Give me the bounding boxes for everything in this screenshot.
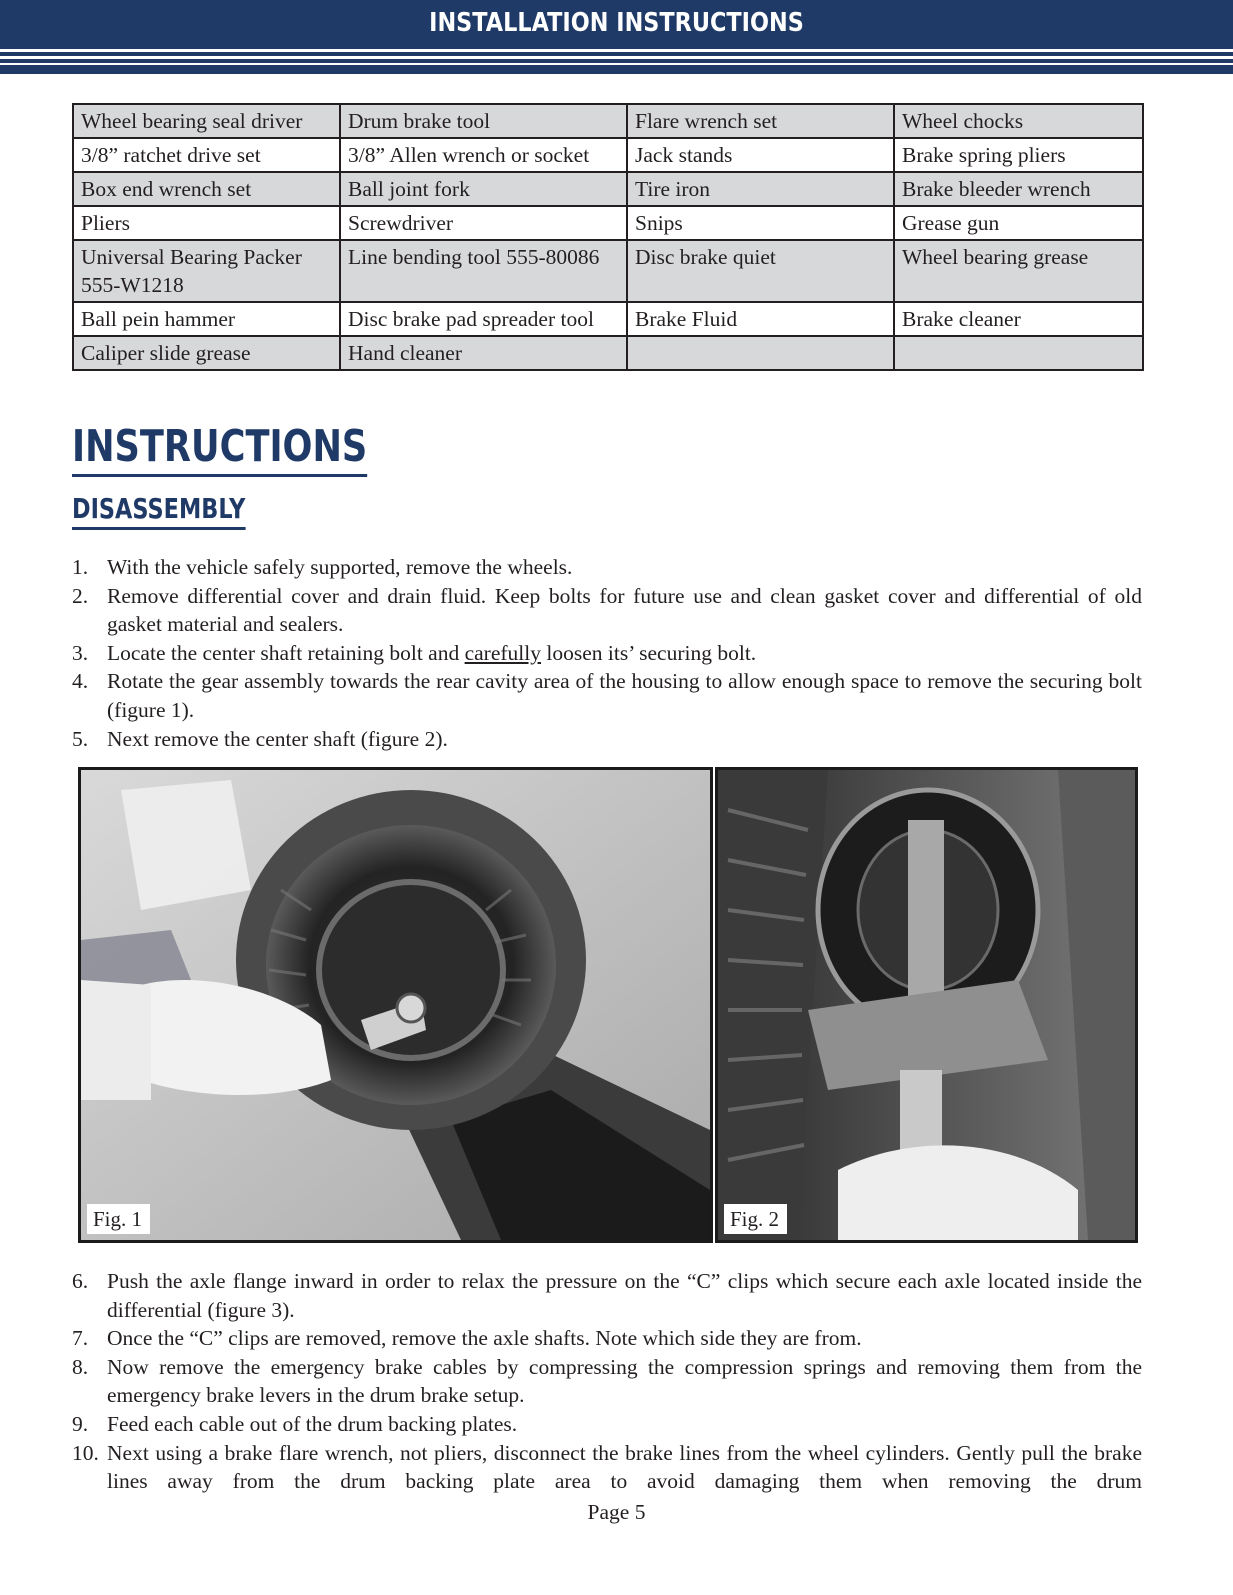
step-text: Rotate the gear assembly towards the rear cavity area of the housing to allow enough space to remove the securing bolt (figure 1). xyxy=(107,669,1142,722)
table-cell: Ball joint fork xyxy=(340,172,627,206)
step-number: 7. xyxy=(72,1326,89,1351)
step-number: 8. xyxy=(72,1354,89,1379)
table-cell: Grease gun xyxy=(894,206,1143,240)
step-number: 2. xyxy=(72,583,89,608)
table-cell: Screwdriver xyxy=(340,206,627,240)
table-cell: Box end wrench set xyxy=(73,172,340,206)
step-text: Now remove the emergency brake cables by compressing the compression springs and removing them from the emergency brake levers in the drum brake setup. xyxy=(107,1354,1142,1408)
step-text: Once the “C” clips are removed, remove the axle shafts. Note which side they are from. xyxy=(107,1326,862,1351)
list-item xyxy=(72,667,1142,724)
step-number: 9. xyxy=(72,1411,89,1436)
table-cell: 3/8” Allen wrench or socket xyxy=(340,138,627,172)
table-row xyxy=(73,206,1143,240)
step-text-emphasis: carefully xyxy=(464,640,541,665)
list-item xyxy=(72,1267,1142,1324)
table-row xyxy=(73,336,1143,370)
step-number: 10. xyxy=(72,1440,99,1465)
banner-stripe xyxy=(0,63,1233,65)
table-cell: Wheel chocks xyxy=(894,104,1143,138)
figure-1-label: Fig. 1 xyxy=(87,1204,150,1234)
figure-1-photo xyxy=(78,767,713,1243)
table-cell: Drum brake tool xyxy=(340,104,627,138)
table-cell: Wheel bearing seal driver xyxy=(73,104,340,138)
step-text: Feed each cable out of the drum backing plates. xyxy=(107,1411,518,1436)
step-number: 6. xyxy=(72,1269,89,1293)
table-cell: Snips xyxy=(627,206,894,240)
step-text-pre: Locate the center shaft retaining bolt and xyxy=(107,640,465,665)
table-row xyxy=(73,172,1143,206)
table-cell: Wheel bearing grease xyxy=(894,240,1143,302)
list-item xyxy=(72,582,1142,639)
table-cell xyxy=(894,336,1143,370)
table-row xyxy=(73,240,1143,302)
table-cell: Tire iron xyxy=(627,172,894,206)
differential-photo-2 xyxy=(718,770,1135,1240)
list-item xyxy=(72,1410,1142,1439)
differential-photo-1 xyxy=(81,770,710,1240)
table-cell: Jack stands xyxy=(627,138,894,172)
table-cell: Line bending tool 555-80086 xyxy=(340,240,627,302)
list-item xyxy=(72,1439,1142,1496)
step-text: Next using a brake flare wrench, not pliers, disconnect the brake lines from the wheel cylinders. Gently pull the brake lines away from the drum backing plate area to avoid damaging them when removing the drum xyxy=(107,1440,1142,1494)
table-cell: Brake spring pliers xyxy=(894,138,1143,172)
table-cell: Brake bleeder wrench xyxy=(894,172,1143,206)
table-cell: Brake Fluid xyxy=(627,302,894,336)
step-number: 4. xyxy=(72,669,89,694)
table-cell: Hand cleaner xyxy=(340,336,627,370)
header-title: INSTALLATION INSTRUCTIONS xyxy=(429,8,804,38)
table-cell: Flare wrench set xyxy=(627,104,894,138)
instructions-heading: INSTRUCTIONS xyxy=(72,420,367,477)
table-cell xyxy=(627,336,894,370)
table-cell: Disc brake quiet xyxy=(627,240,894,302)
tools-table xyxy=(72,103,1144,371)
table-cell: Ball pein hammer xyxy=(73,302,340,336)
table-cell: Universal Bearing Packer 555-W1218 xyxy=(73,240,340,302)
banner-stripe xyxy=(0,49,1233,52)
table-row xyxy=(73,104,1143,138)
banner-stripe xyxy=(0,56,1233,59)
table-cell: Brake cleaner xyxy=(894,302,1143,336)
step-text: Next remove the center shaft (figure 2). xyxy=(107,726,448,751)
step-number: 3. xyxy=(72,640,89,665)
list-item xyxy=(72,1353,1142,1410)
step-number: 1. xyxy=(72,555,89,579)
list-item xyxy=(72,1324,1142,1353)
table-cell: 3/8” ratchet drive set xyxy=(73,138,340,172)
step-text-post: loosen its’ securing bolt. xyxy=(541,640,757,665)
table-cell: Caliper slide grease xyxy=(73,336,340,370)
steps-list-b xyxy=(72,1267,1142,1496)
table-cell: Disc brake pad spreader tool xyxy=(340,302,627,336)
step-number: 5. xyxy=(72,726,89,751)
table-cell: Pliers xyxy=(73,206,340,240)
figure-2-photo xyxy=(715,767,1138,1243)
page-number: Page 5 xyxy=(587,1500,646,1524)
table-row xyxy=(73,302,1143,336)
list-item xyxy=(72,553,1142,582)
list-item xyxy=(72,725,1142,754)
list-item xyxy=(72,639,1142,668)
table-row xyxy=(73,138,1143,172)
step-text: With the vehicle safely supported, remove the wheels. xyxy=(107,555,573,579)
step-text: Push the axle flange inward in order to relax the pressure on the “C” clips which secure each axle located inside the differential (figure 3). xyxy=(107,1269,1142,1322)
header-banner xyxy=(0,0,1233,74)
figure-2-label: Fig. 2 xyxy=(724,1204,787,1234)
disassembly-heading: DISASSEMBLY xyxy=(72,491,245,530)
steps-list-a xyxy=(72,553,1142,753)
step-text: Remove differential cover and drain fluid. Keep bolts for future use and clean gasket cover and differential of old gasket material and sealers. xyxy=(107,583,1142,637)
